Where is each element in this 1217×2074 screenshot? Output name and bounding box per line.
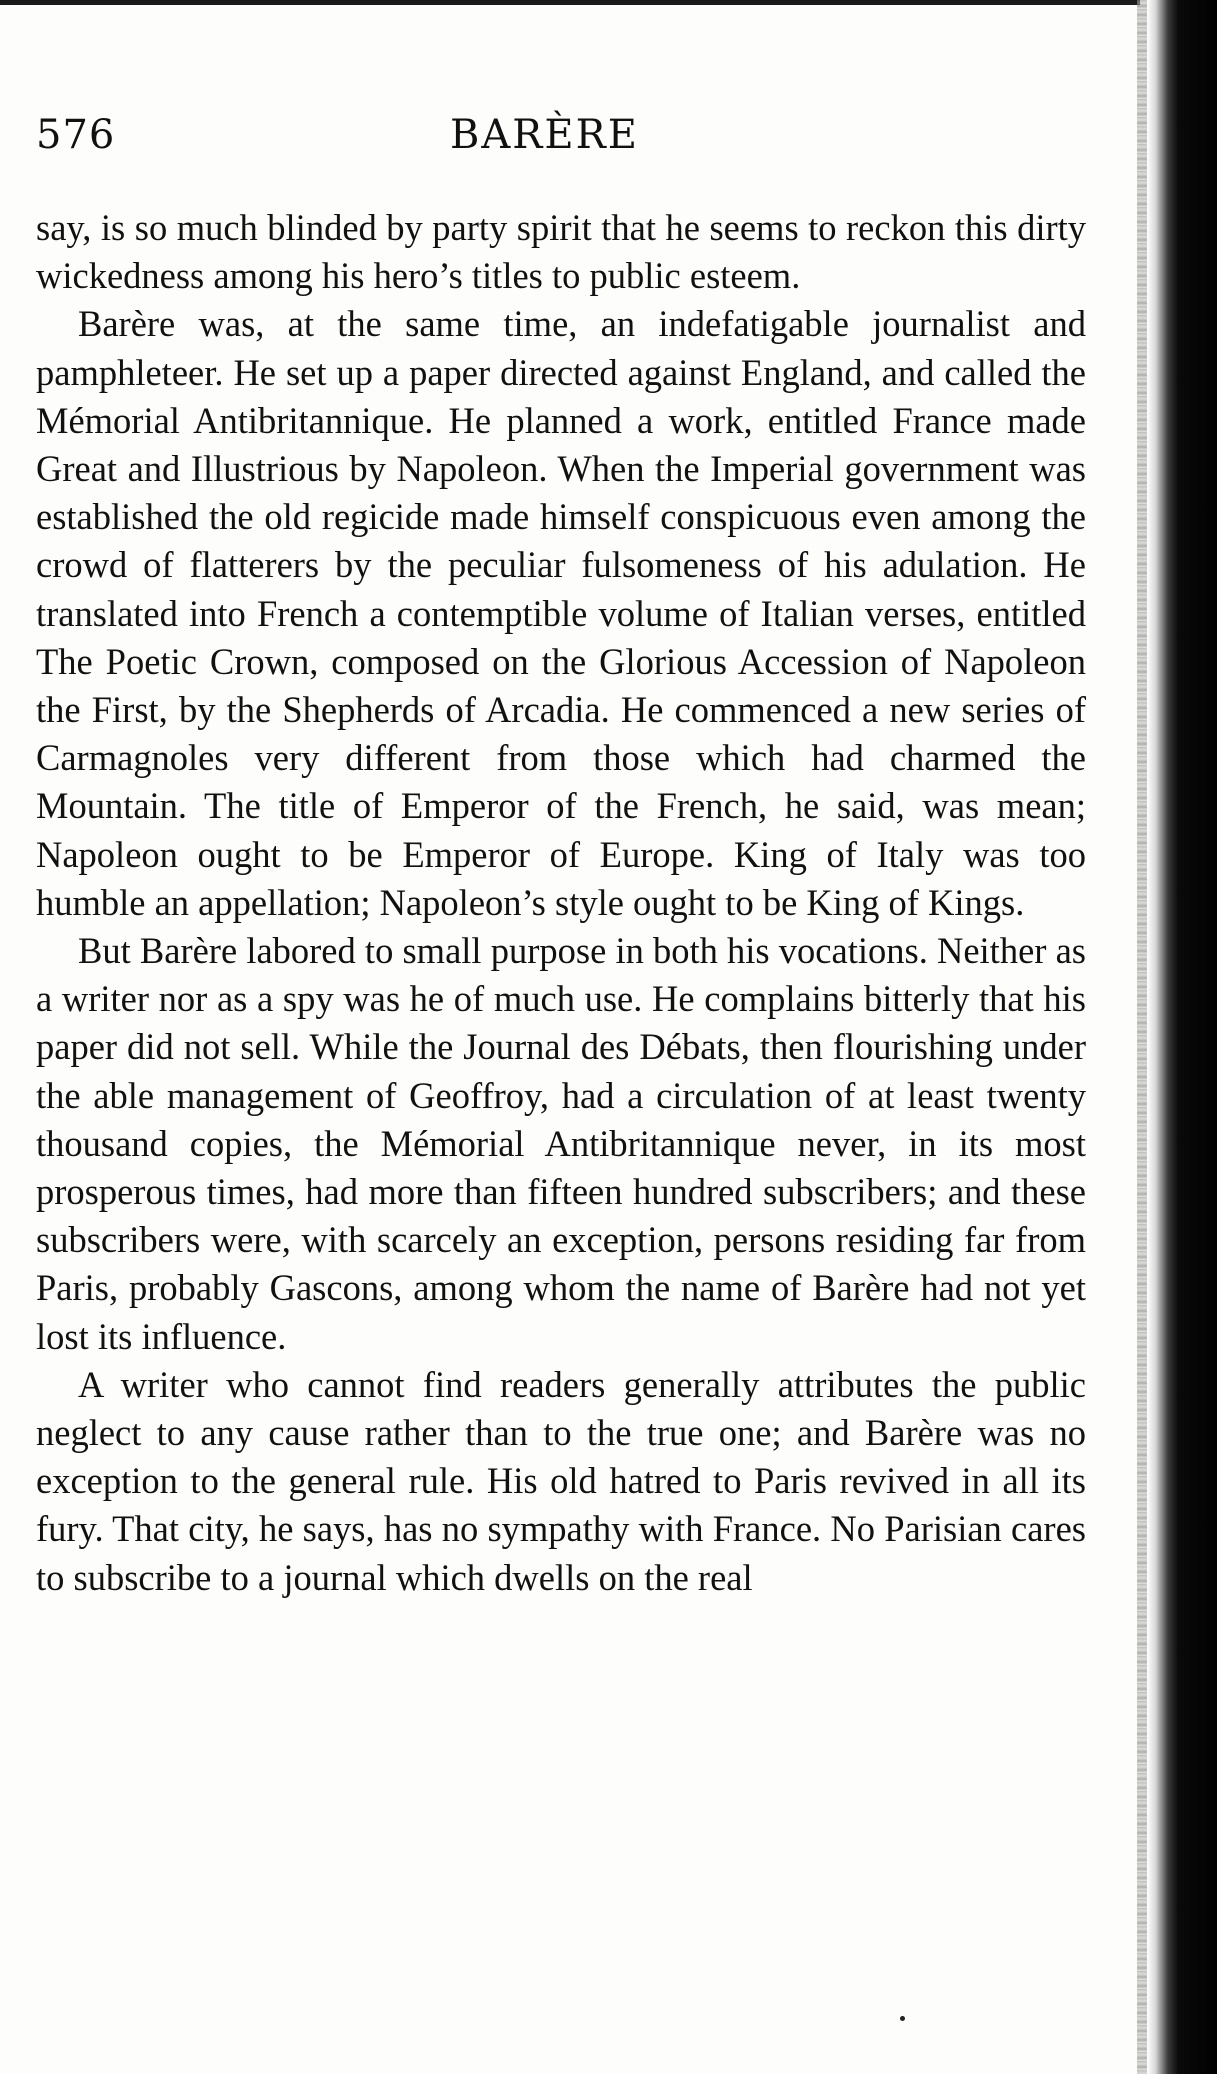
body-text	[36, 204, 1086, 1602]
paragraph-continued: say, is so much blinded by party spirit that he seems to reckon this dirty wickedness among his hero’s titles to public esteem.	[36, 207, 1086, 297]
paragraph-vocations: But Barère labored to small purpose in both his vocations. Neither as a writer nor as a spy was he of much use. He complains bitterly that his paper did not sell. While the Journal des Débats, then flourishing under the able management of Geoffroy, had a circulation of at least twenty thousand copies, the Mémorial Antibritannique never, in its most prosperous times, had more than fifteen hundred subscribers; and these subscribers were, with scarcely an exception, persons residing far from Paris, probably Gascons, among whom the name of Barère had not yet lost its influence.	[36, 930, 1086, 1357]
stray-ink-dot	[900, 2016, 905, 2021]
page-header	[0, 112, 1217, 172]
book-binding-edge	[1147, 0, 1217, 2074]
page-number: 576	[36, 112, 116, 158]
paragraph-readers: A writer who cannot find readers generally attributes the public neglect to any cause rather than to the true one; and Barère was no exception to the general rule. His old hatred to Paris revived in all its fury. That city, he says, has no sympathy with France. No Parisian cares to subscribe to a journal which dwells on the real	[36, 1363, 1086, 1598]
top-edge-rule	[0, 0, 1140, 5]
paragraph-journalist: Barère was, at the same time, an indefatigable journalist and pamphleteer. He set up a paper directed against England, and called the Mémorial Antibritannique. He planned a work, entitled France made Great and Illustrious by Napoleon. When the Imperial government was established the old regicide made himself conspicuous even among the crowd of flatterers by the peculiar fulsomeness of his adulation. He translated into French a contemptible volume of Italian verses, entitled The Poetic Crown, composed on the Glorious Accession of Napoleon the First, by the Shepherds of Arcadia. He commenced a new series of Carmagnoles very different from those which had charmed the Mountain. The title of Emperor of the French, he said, was mean; Napoleon ought to be Emperor of Europe. King of Italy was too humble an appellation; Napoleon’s style ought to be King of Kings.	[36, 303, 1086, 923]
running-head: BARÈRE	[450, 112, 639, 158]
